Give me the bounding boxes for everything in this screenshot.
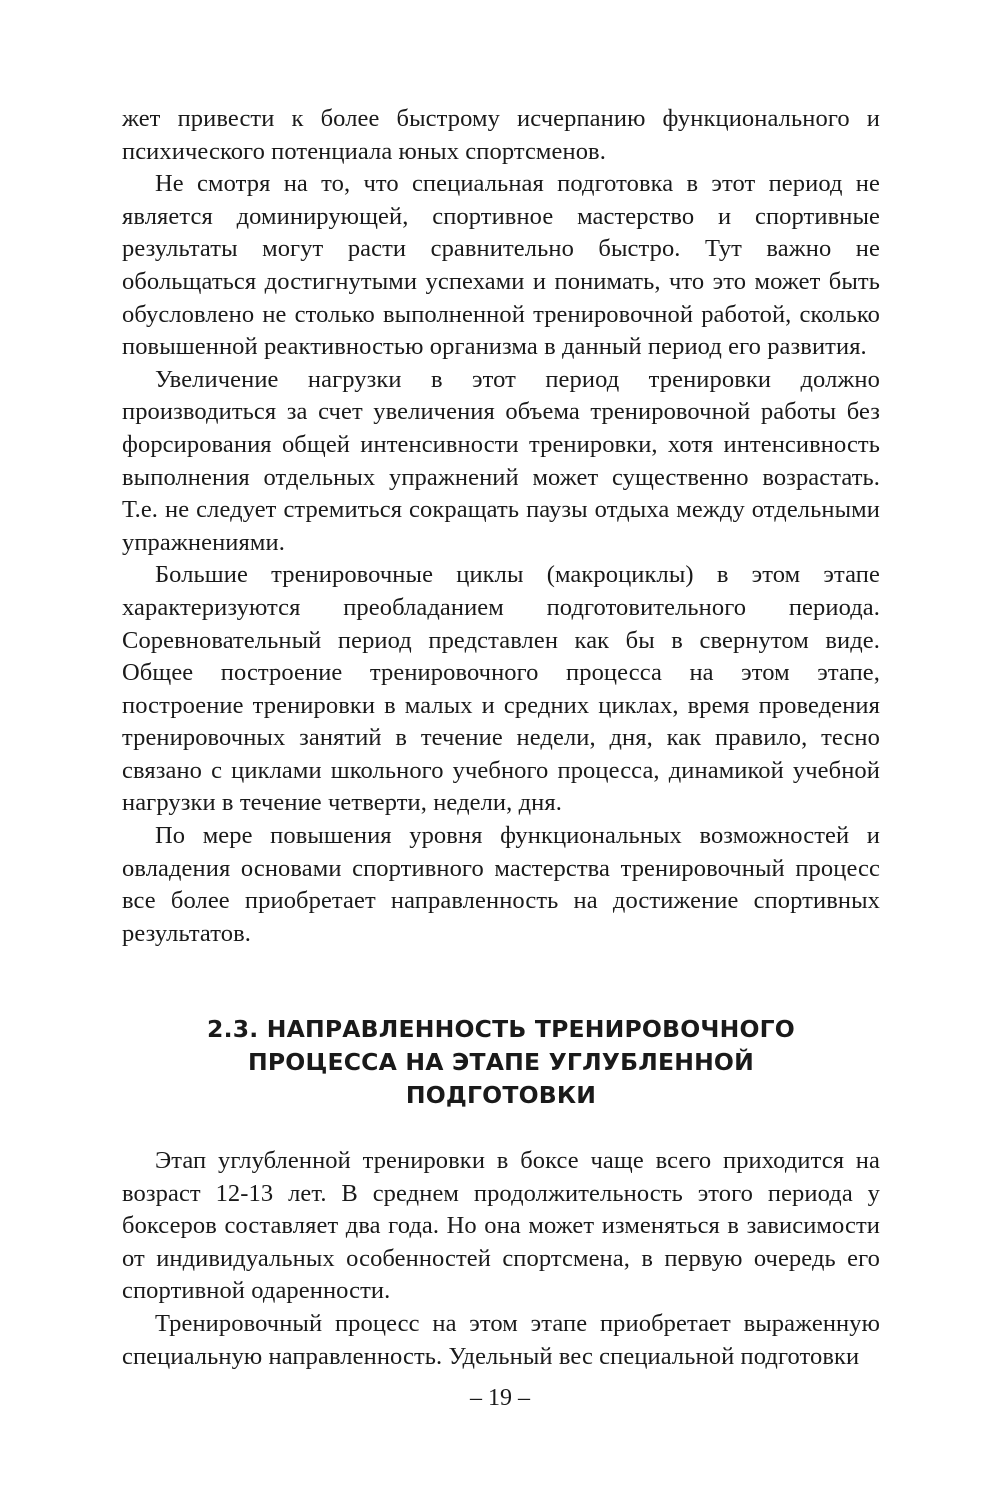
section-heading-line: ПОДГОТОВКИ xyxy=(405,1081,597,1109)
section-heading-line: ПРОЦЕССА НА ЭТАПЕ УГЛУБЛЕННОЙ xyxy=(248,1048,754,1076)
section-heading xyxy=(122,1013,880,1112)
paragraph: Большие тренировочные циклы (макроциклы) в этом этапе характеризуются преобладанием подготовительного периода. Соревновательный период представлен как бы в свернутом виде. Общее построение тренировочного процесса на этом этапе, построение тренировки в малых и средних циклах, время проведения тренировочных занятий в течение недели, дня, как правило, тесно связано с циклами школьного учебного процесса, динамикой учебной нагрузки в течение четверти, недели, дня. xyxy=(122,561,880,817)
paragraph: Этап углубленной тренировки в боксе чаще всего приходится на возраст 12-13 лет. В среднем продолжительность этого периода у боксеров составляет два года. Но она может изменяться в зависимости от индивидуальных особенностей спортсмена, в первую очередь его спортивной одаренности. xyxy=(122,1147,880,1305)
paragraph: Увеличение нагрузки в этот период тренировки должно производиться за счет увеличения объема тренировочной работы без форсирования общей интенсивности тренировки, хотя интенсивность выполнения отдельных упражнений может существенно возрастать. Т.е. не следует стремиться сокращать паузы отдыха между отдельными упражнениями. xyxy=(122,365,880,556)
body-text-bottom xyxy=(122,1145,880,1373)
section-heading-line: 2.3. НАПРАВЛЕННОСТЬ ТРЕНИРОВОЧНОГО xyxy=(207,1015,795,1043)
paragraph: Не смотря на то, что специальная подготовка в этот период не является доминирующей, спортивное мастерство и спортивные результаты могут расти сравнительно быстро. Тут важно не обольщаться достигнутыми успехами и понимать, что это может быть обусловлено не столько выполненной тренировочной работой, сколько повышенной реактивностью организма в данный период его развития. xyxy=(122,170,880,361)
page-number: – 19 – xyxy=(470,1385,530,1411)
paragraph-continuation: жет привести к более быстрому исчерпанию функционального и психического потенциала юных спортсменов. xyxy=(122,105,880,165)
body-text-top xyxy=(122,103,880,950)
paragraph: По мере повышения уровня функциональных возможностей и овладения основами спортивного мастерства тренировочный процесс все более приобретает направленность на достижение спортивных результатов. xyxy=(122,822,880,947)
paragraph: Тренировочный процесс на этом этапе приобретает выраженную специальную направленность. Удельный вес специальной подготовки xyxy=(122,1309,880,1370)
